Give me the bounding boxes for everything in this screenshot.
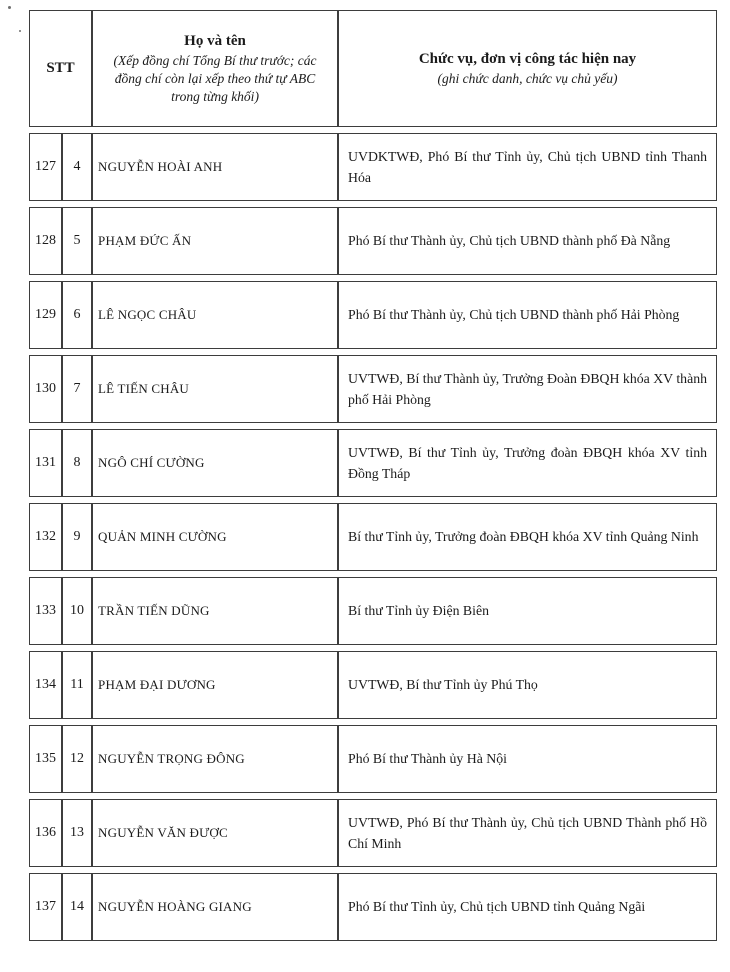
cell-position: Phó Bí thư Thành ủy, Chủ tịch UBND thành phố Hải Phòng xyxy=(338,281,717,349)
cell-sub-number: 12 xyxy=(62,725,92,793)
cell-sub-number: 4 xyxy=(62,133,92,201)
cell-position: Phó Bí thư Thành ủy Hà Nội xyxy=(338,725,717,793)
cell-position: UVTWĐ, Bí thư Thành ủy, Trưởng Đoàn ĐBQH khóa XV thành phố Hải Phòng xyxy=(338,355,717,423)
cell-sub-number: 6 xyxy=(62,281,92,349)
cell-sub-number: 10 xyxy=(62,577,92,645)
cell-stt: 134 xyxy=(29,651,62,719)
table-row xyxy=(29,281,717,349)
header-position-subtitle: (ghi chức danh, chức vụ chủ yếu) xyxy=(437,71,618,87)
cell-stt: 132 xyxy=(29,503,62,571)
cell-name: NGÔ CHÍ CƯỜNG xyxy=(92,429,338,497)
cell-name: NGUYỄN HOÀI ANH xyxy=(92,133,338,201)
cell-position: Phó Bí thư Tỉnh ủy, Chủ tịch UBND tỉnh Quảng Ngãi xyxy=(338,873,717,941)
cell-stt: 136 xyxy=(29,799,62,867)
cell-position: UVDKTWĐ, Phó Bí thư Tỉnh ủy, Chủ tịch UBND tỉnh Thanh Hóa xyxy=(338,133,717,201)
cell-sub-number: 7 xyxy=(62,355,92,423)
scan-speck xyxy=(8,6,11,9)
cell-position: Bí thư Tỉnh ủy Điện Biên xyxy=(338,577,717,645)
cell-position: UVTWĐ, Phó Bí thư Thành ủy, Chủ tịch UBND Thành phố Hồ Chí Minh xyxy=(338,799,717,867)
header-name xyxy=(92,10,338,127)
cell-stt: 135 xyxy=(29,725,62,793)
table-row xyxy=(29,207,717,275)
cell-stt: 131 xyxy=(29,429,62,497)
cell-stt: 129 xyxy=(29,281,62,349)
cell-name: QUẢN MINH CƯỜNG xyxy=(92,503,338,571)
cell-sub-number: 11 xyxy=(62,651,92,719)
header-position xyxy=(338,10,717,127)
header-name-title: Họ và tên xyxy=(184,32,246,49)
cell-stt: 130 xyxy=(29,355,62,423)
cell-name: NGUYỄN HOÀNG GIANG xyxy=(92,873,338,941)
cell-name: LÊ TIẾN CHÂU xyxy=(92,355,338,423)
table-row xyxy=(29,873,717,941)
cell-stt: 137 xyxy=(29,873,62,941)
officials-table xyxy=(29,4,717,947)
cell-sub-number: 13 xyxy=(62,799,92,867)
cell-sub-number: 14 xyxy=(62,873,92,941)
cell-sub-number: 5 xyxy=(62,207,92,275)
cell-name: TRẦN TIẾN DŨNG xyxy=(92,577,338,645)
table-row xyxy=(29,429,717,497)
table-row xyxy=(29,503,717,571)
table-row xyxy=(29,799,717,867)
table-row xyxy=(29,725,717,793)
header-stt-label: STT xyxy=(46,60,75,77)
cell-stt: 133 xyxy=(29,577,62,645)
table-row xyxy=(29,355,717,423)
table-body xyxy=(29,133,717,941)
table-row xyxy=(29,651,717,719)
table-header-row xyxy=(29,10,717,127)
cell-name: LÊ NGỌC CHÂU xyxy=(92,281,338,349)
cell-position: UVTWĐ, Bí thư Tỉnh ủy Phú Thọ xyxy=(338,651,717,719)
cell-sub-number: 9 xyxy=(62,503,92,571)
table-row xyxy=(29,577,717,645)
cell-name: NGUYỄN VĂN ĐƯỢC xyxy=(92,799,338,867)
cell-position: Bí thư Tỉnh ủy, Trưởng đoàn ĐBQH khóa XV tỉnh Quảng Ninh xyxy=(338,503,717,571)
cell-stt: 128 xyxy=(29,207,62,275)
table-row xyxy=(29,133,717,201)
header-stt xyxy=(29,10,92,127)
header-position-title: Chức vụ, đơn vị công tác hiện nay xyxy=(418,50,637,67)
cell-sub-number: 8 xyxy=(62,429,92,497)
cell-name: NGUYỄN TRỌNG ĐÔNG xyxy=(92,725,338,793)
cell-position: UVTWĐ, Bí thư Tỉnh ủy, Trưởng đoàn ĐBQH khóa XV tỉnh Đồng Tháp xyxy=(338,429,717,497)
cell-name: PHẠM ĐỨC ẤN xyxy=(92,207,338,275)
cell-position: Phó Bí thư Thành ủy, Chủ tịch UBND thành phố Đà Nẵng xyxy=(338,207,717,275)
scan-speck xyxy=(19,30,21,32)
header-name-subtitle: (Xếp đồng chí Tổng Bí thư trước; các đồng chí còn lại xếp theo thứ tự ABC trong từng khối) xyxy=(113,52,317,105)
cell-stt: 127 xyxy=(29,133,62,201)
cell-name: PHẠM ĐẠI DƯƠNG xyxy=(92,651,338,719)
